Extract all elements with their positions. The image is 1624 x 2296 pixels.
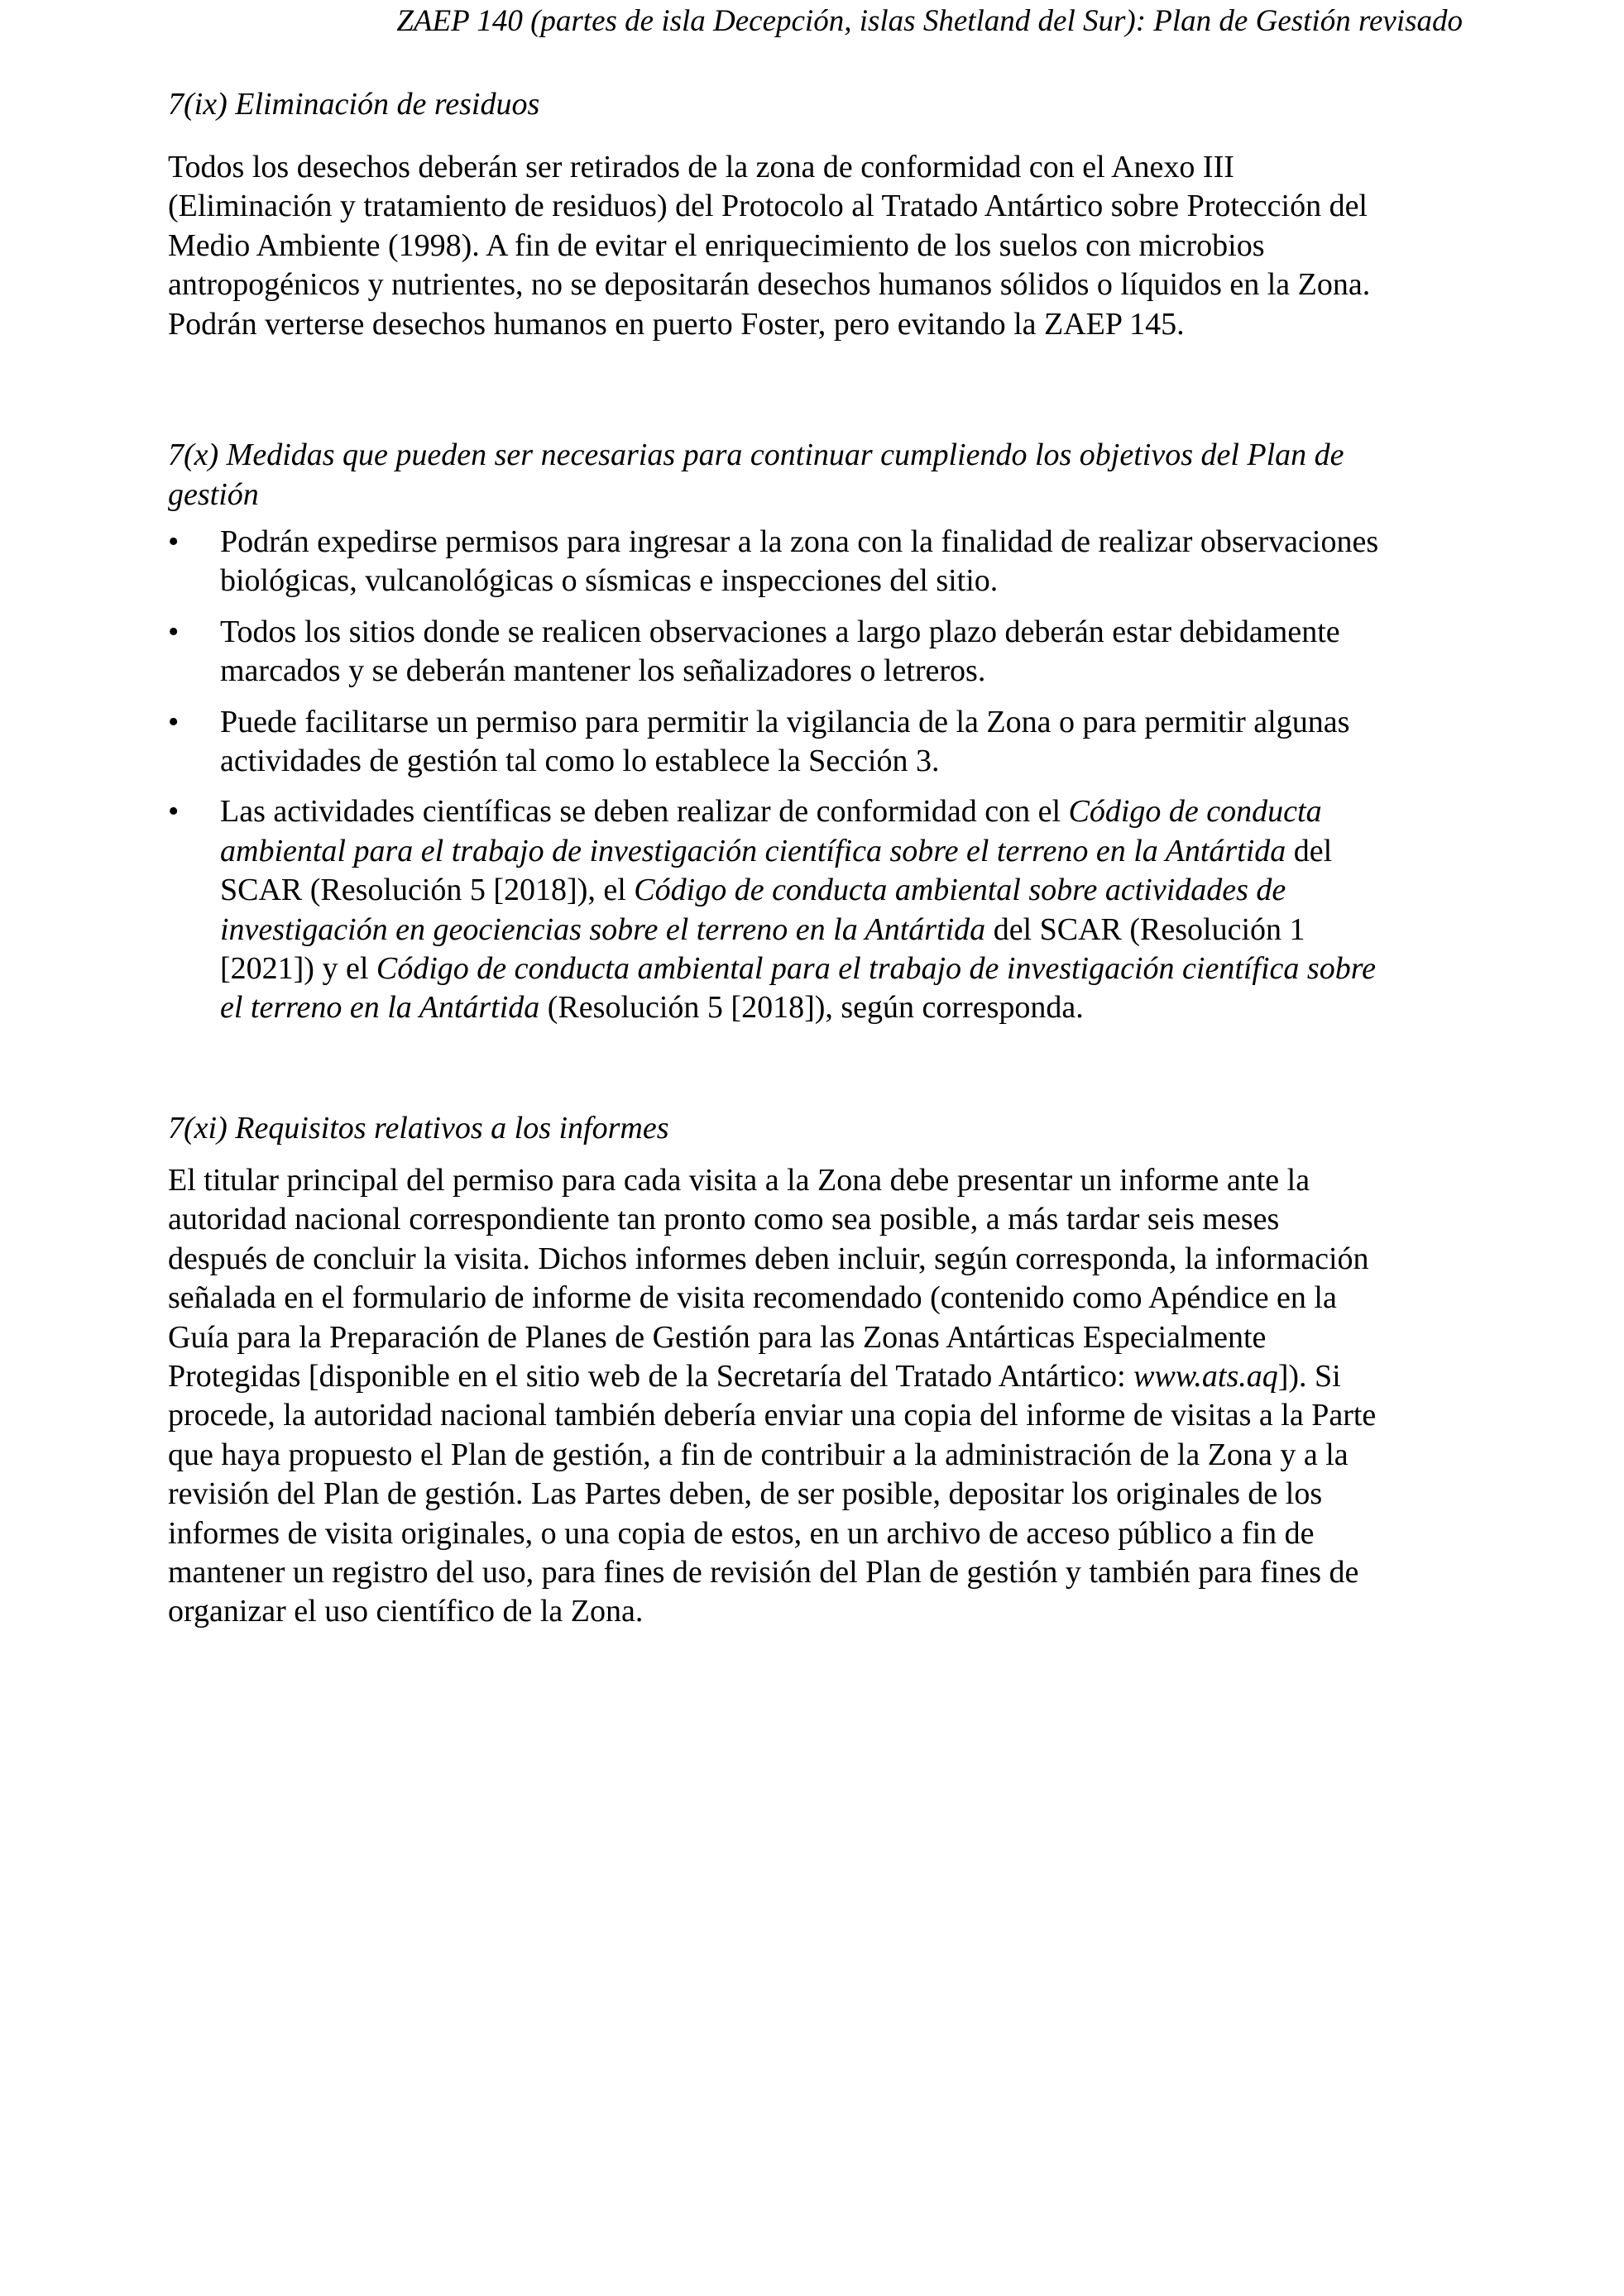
bullet-line: Todos los sitios donde se realicen observaciones a largo plazo deberán estar debidamente [220,614,1340,649]
bullet-item [168,613,1378,691]
body-line: informes de visita originales, o una copia de estos, en un archivo de acceso público a fin de [168,1515,1315,1551]
heading-line: gestión [168,477,259,512]
section-body-7xi [168,1161,1376,1632]
body-line: Medio Ambiente (1998). A fin de evitar el enriquecimiento de los suelos con microbios [168,227,1265,263]
text-run: (Resolución 5 [2018]), según corresponda. [539,990,1084,1026]
website-link[interactable]: www.ats.aq [1133,1359,1278,1394]
bullet-line [220,988,1378,1027]
bullet-line [220,871,1378,910]
code-title-italic: ambiental para el trabajo de investigación científica sobre el terreno en la Antártida [220,833,1286,868]
bullet-item [168,703,1378,782]
bullet-line: marcados y se deberán mantener los señalizadores o letreros. [220,653,986,689]
body-line: después de concluir la visita. Dichos informes deben incluir, según corresponda, la información [168,1241,1369,1276]
bullet-line: biológicas, vulcanológicas o sísmicas e inspecciones del sitio. [220,563,999,599]
text-run: Protegidas [disponible en el sitio web de la Secretaría del Tratado Antártico: [168,1359,1134,1394]
bullet-icon: • [168,524,180,559]
text-run: SCAR (Resolución 5 [2018]), el [220,873,635,908]
code-title-italic: Código de conducta ambiental para el trabajo de investigación científica sobre [376,951,1376,987]
body-line: organizar el uso científico de la Zona. [168,1594,644,1629]
section-heading-7xi: 7(xi) Requisitos relativos a los informes [168,1111,669,1146]
heading-line: 7(x) Medidas que pueden ser necesarias para continuar cumpliendo los objetivos del Plan de [168,438,1344,472]
body-line [168,1357,1376,1396]
body-line: Guía para la Preparación de Planes de Gestión para las Zonas Antárticas Especialmente [168,1319,1267,1355]
body-line: Podrán verterse desechos humanos en puerto Foster, pero evitando la ZAEP 145. [168,306,1185,342]
body-line: que haya propuesto el Plan de gestión, a fin de contribuir a la administración de la Zona y a la [168,1437,1349,1472]
bullet-line [220,911,1378,949]
bullet-line [220,949,1378,988]
body-line: antropogénicos y nutrientes, no se depositarán desechos humanos sólidos o líquidos en la Zona. [168,267,1371,303]
body-line: mantener un registro del uso, para fines de revisión del Plan de gestión y también para fines de [168,1555,1359,1590]
body-line: Todos los desechos deberán ser retirados de la zona de conformidad con el Anexo III [168,150,1234,184]
section-body-7ix [168,148,1370,344]
bullet-line: Puede facilitarse un permiso para permitir la vigilancia de la Zona o para permitir algunas [220,704,1350,739]
bullet-icon: • [168,614,180,649]
text-run: del [1286,833,1333,868]
body-line: procede, la autoridad nacional también debería enviar una copia del informe de visitas a la Parte [168,1398,1377,1433]
bullet-icon: • [168,704,180,739]
bullet-item [168,523,1378,601]
code-title-italic: Código de conducta ambiental sobre actividades de [634,873,1286,908]
text-run: [2021]) y el [220,951,376,987]
bullet-line [220,832,1378,871]
body-line: (Eliminación y tratamiento de residuos) del Protocolo al Tratado Antártico sobre Protección del [168,189,1368,224]
body-line: revisión del Plan de gestión. Las Partes deben, de ser posible, depositar los originales de los [168,1476,1323,1512]
measures-bullet-list [168,523,1378,1040]
bullet-line: Podrán expedirse permisos para ingresar a la zona con la finalidad de realizar observaciones [220,524,1379,559]
running-header: ZAEP 140 (partes de isla Decepción, islas Shetland del Sur): Plan de Gestión revisado [396,4,1463,38]
bullet-item [168,792,1378,1027]
text-run: ]). Si [1277,1359,1341,1394]
bullet-line [220,792,1378,831]
bullet-icon: • [168,794,180,830]
code-title-italic: investigación en geociencias sobre el terreno en la Antártida [220,911,986,947]
text-run: Las actividades científicas se deben realizar de conformidad con el [220,794,1069,830]
body-line: El titular principal del permiso para cada visita a la Zona debe presentar un informe ante la [168,1163,1310,1198]
section-heading-7x [168,435,1344,514]
body-line: autoridad nacional correspondiente tan pronto como sea posible, a más tardar seis meses [168,1202,1280,1237]
code-title-italic: el terreno en la Antártida [220,990,540,1026]
section-heading-7ix: 7(ix) Eliminación de residuos [168,87,540,122]
text-run: del SCAR (Resolución 1 [985,911,1305,947]
body-line: señalada en el formulario de informe de visita recomendado (contenido como Apéndice en la [168,1280,1337,1316]
bullet-line: actividades de gestión tal como lo establece la Sección 3. [220,744,940,779]
code-title-italic: Código de conducta [1068,794,1322,830]
